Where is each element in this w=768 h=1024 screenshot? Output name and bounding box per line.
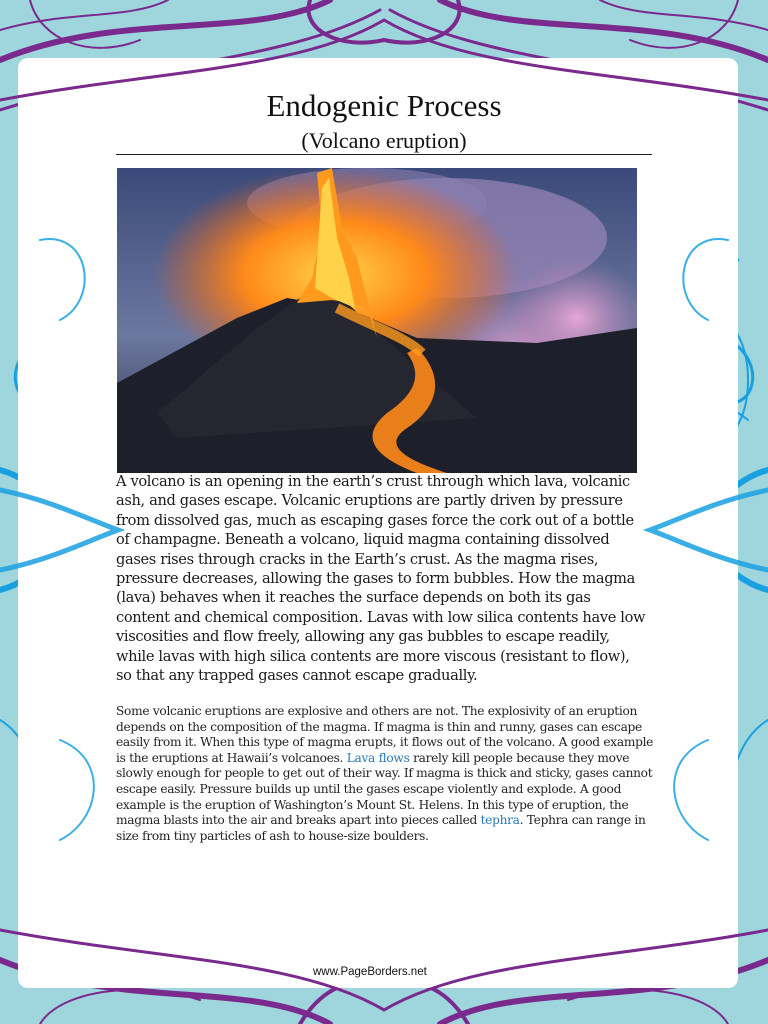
tephra-link[interactable]: tephra (480, 813, 520, 828)
page-subtitle: (Volcano eruption) (301, 128, 467, 153)
paragraph-text: rarely kill people because they move slowly enough for people to get out of their way. If magma is thick and sticky, gases cannot escape easily. Pressure builds up until the gases escape violently and explode. A good example is the eruption of Washington’s Mount St. Helens. In this type of eruption, the magma blasts into the air and breaks apart into pieces called (116, 750, 653, 828)
explosivity-paragraph (116, 704, 656, 844)
intro-paragraph: A volcano is an opening in the earth’s crust through which lava, volcanic ash, and gases escape. Volcanic eruptions are partly driven by pressure from dissolved gas, much as escaping gases force the cork out of a bottle of champagne. Beneath a volcano, liquid magma containing dissolved gases rises through cracks in the Earth’s crust. As the magma rises, pressure decreases, allowing the gases to form bubbles. How the magma (lava) behaves when it reaches the surface depends on both its gas content and chemical composition. Lavas with low silica contents have low viscosities and flow freely, allowing any gas bubbles to escape readily, while lavas with high silica contents are more viscous (resistant to flow), so that any trapped gases cannot escape gradually. (116, 473, 646, 685)
page-title: Endogenic Process (266, 88, 502, 123)
paragraph-text: Some volcanic eruptions are explosive and others are not. The explosivity of an eruption depends on the composition of the magma. If magma is thin and runny, gases can escape easily from it. When this type of magma erupts, it flows out of the volcano. A good example is the eruptions at Hawaii’s volcanoes. (116, 704, 654, 765)
title-divider (116, 154, 652, 155)
footer-url: www.PageBorders.net (313, 966, 427, 978)
paragraph-text: . Tephra can range in size from tiny particles of ash to house-size boulders. (116, 813, 646, 843)
volcano-eruption-photo (117, 168, 637, 473)
lava-flows-link[interactable]: Lava flows (346, 750, 410, 765)
